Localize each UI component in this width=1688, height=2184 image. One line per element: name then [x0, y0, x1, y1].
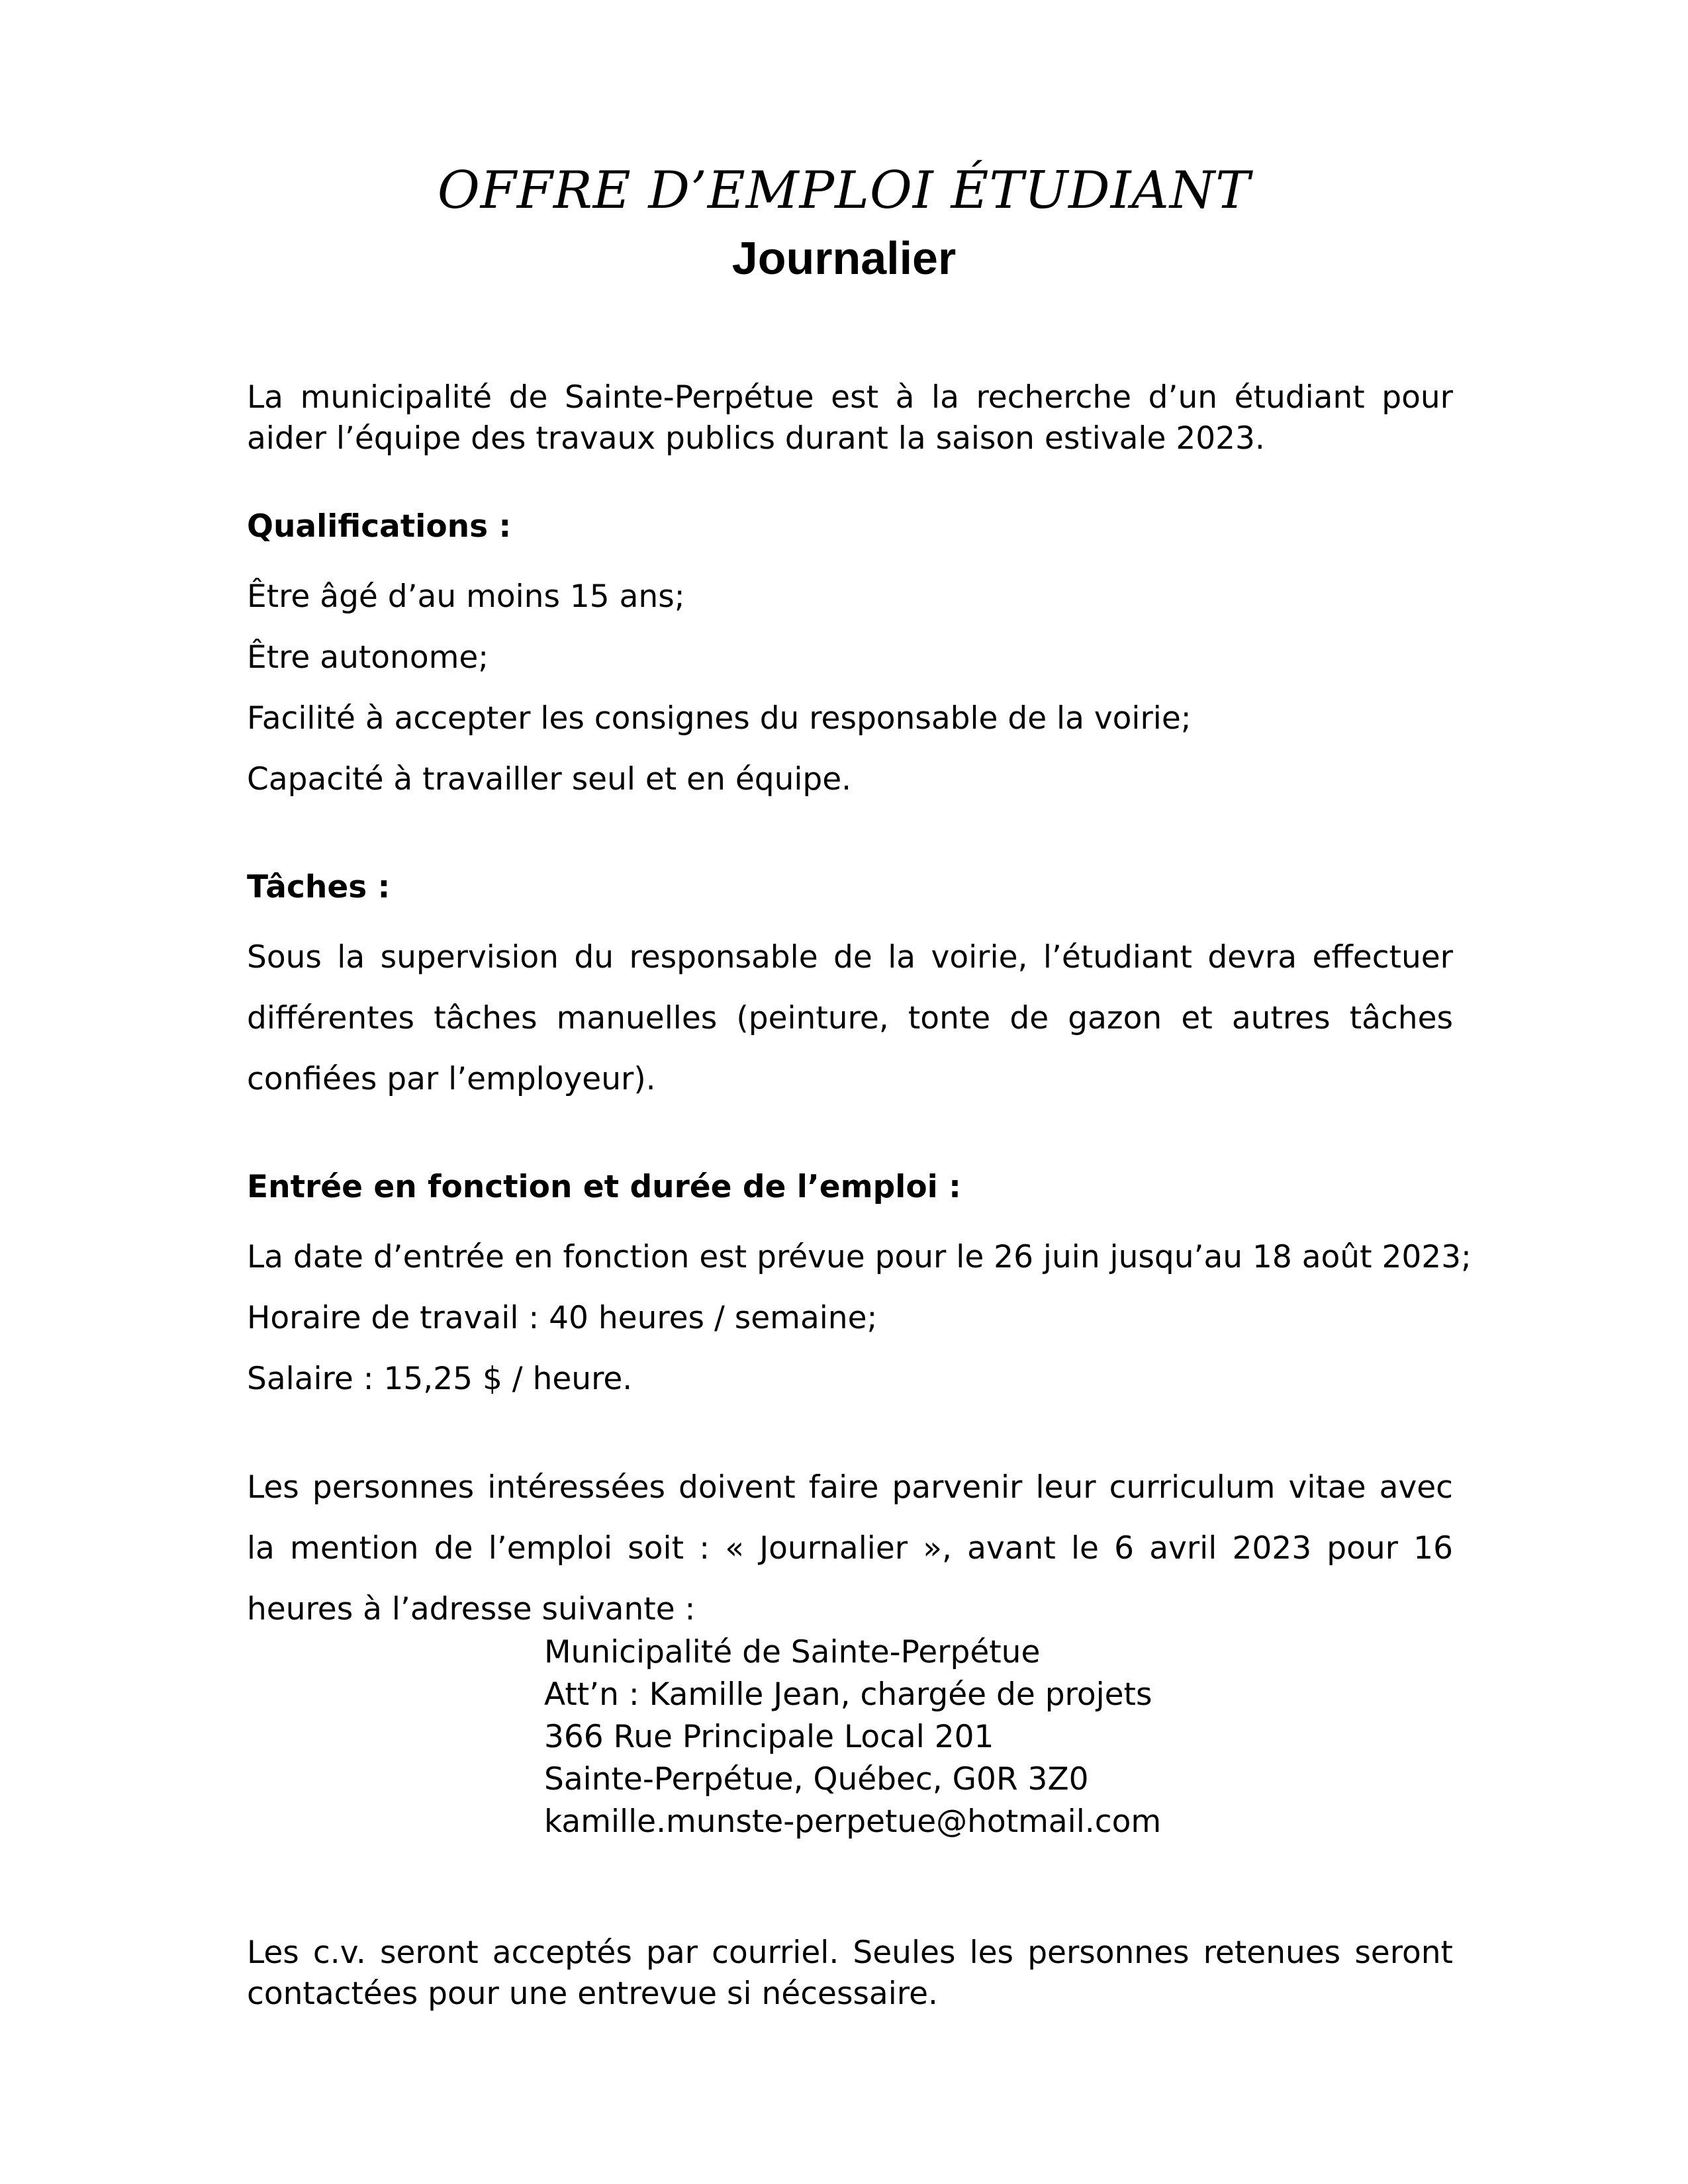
address-line: 366 Rue Principale Local 201 [544, 1719, 994, 1755]
mailing-address [544, 1631, 1161, 1843]
document-title: OFFRE D’EMPLOI ÉTUDIANT [437, 161, 1251, 220]
qualification-item: Facilité à accepter les consignes du responsable de la voirie; [247, 700, 1192, 737]
employment-item: La date d’entrée en fonction est prévue pour le 26 juin jusqu’au 18 août 2023; [247, 1239, 1472, 1275]
qualifications-heading: Qualifications : [247, 508, 512, 545]
qualifications-section [247, 506, 1453, 810]
qualification-item: Capacité à travailler seul et en équipe. [247, 761, 852, 797]
address-line: Sainte-Perpétue, Québec, G0R 3Z0 [544, 1761, 1089, 1797]
qualification-item: Être autonome; [247, 639, 489, 676]
address-line: Att’n : Kamille Jean, chargée de projets [544, 1676, 1152, 1713]
tasks-section [247, 867, 1453, 1110]
tasks-paragraph: Sous la supervision du responsable de la voirie, l’étudiant devra effectuer différentes tâches manuelles (peinture, tonte de gazon et autres tâches confiées par l’employeur). [247, 939, 1453, 1097]
document-subtitle: Journalier [731, 232, 957, 284]
application-paragraph: Les personnes intéressées doivent faire parvenir leur curriculum vitae avec la mention de l’emploi soit : « Journalier », avant le 6 avril 2023 pour 16 heures à l’adresse suivante : [247, 1469, 1453, 1627]
qualification-item: Être âgé d’au moins 15 ans; [247, 578, 685, 615]
address-line: Municipalité de Sainte-Perpétue [544, 1634, 1041, 1670]
employment-heading: Entrée en fonction et durée de l’emploi : [247, 1169, 961, 1205]
employment-section [247, 1167, 1472, 1410]
closing-paragraph: Les c.v. seront acceptés par courriel. Seules les personnes retenues seront contactées pour une entrevue si nécessaire. [247, 1934, 1453, 2012]
tasks-heading: Tâches : [247, 869, 391, 905]
employment-item: Salaire : 15,25 $ / heure. [247, 1361, 633, 1397]
contact-email: kamille.munste-perpetue@hotmail.com [544, 1803, 1162, 1840]
employment-item: Horaire de travail : 40 heures / semaine; [247, 1300, 878, 1336]
intro-paragraph: La municipalité de Sainte-Perpétue est à la recherche d’un étudiant pour aider l’équipe des travaux publics durant la saison estivale 2023. [247, 379, 1453, 457]
